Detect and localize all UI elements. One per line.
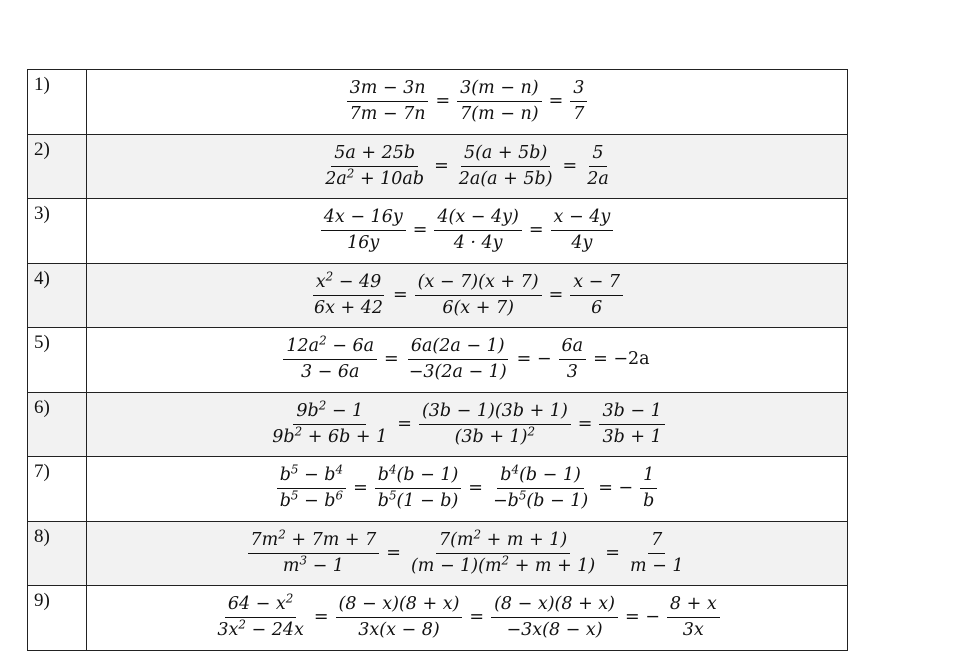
fraction: [415, 272, 542, 319]
row-number: 2): [28, 134, 87, 199]
equation: [347, 78, 588, 125]
numerator: $b^5 - b^4$: [277, 465, 346, 489]
numerator: 3(m − n): [457, 78, 541, 102]
fraction: [214, 591, 307, 641]
denominator: −3x(8 − x): [506, 620, 603, 641]
equation: [283, 333, 650, 383]
operator: =: [313, 607, 329, 628]
table-body: [28, 70, 848, 651]
denominator: 7(m − n): [460, 104, 539, 125]
equation-cell: [87, 392, 848, 457]
operator: =: [435, 91, 451, 112]
table-row: [28, 586, 848, 651]
numerator: $b^4(b - 1)$: [375, 465, 462, 489]
numerator: 8 + x: [667, 594, 720, 618]
table-row: [28, 134, 848, 199]
denominator: $-b^5(b - 1)$: [492, 488, 589, 512]
fraction: [570, 272, 623, 319]
denominator: 2a(a + 5b): [458, 168, 553, 189]
equation: [214, 591, 719, 641]
row-number: 3): [28, 199, 87, 264]
equation-cell: [87, 521, 848, 586]
equation-cell: [87, 263, 848, 328]
fraction: [283, 333, 377, 383]
denominator: m − 1: [629, 555, 684, 576]
table-row: [28, 199, 848, 264]
fraction: [419, 401, 571, 448]
denominator: −3(2a − 1): [408, 362, 507, 383]
equation: [322, 143, 612, 190]
operator: =: [468, 478, 483, 499]
numerator: 5(a + 5b): [461, 143, 550, 167]
fraction: [456, 143, 556, 190]
denominator: b: [643, 491, 655, 512]
numerator: 6a(2a − 1): [408, 336, 508, 360]
denominator: 3b + 1: [602, 426, 662, 447]
row-number: 6): [28, 392, 87, 457]
operator: =: [577, 413, 593, 434]
equation: [277, 462, 658, 512]
numerator: (8 − x)(8 + x): [336, 594, 463, 618]
fraction: [269, 398, 390, 448]
equation: [248, 527, 687, 577]
denominator: 16y: [347, 233, 380, 254]
fraction: [406, 336, 510, 383]
operator: =: [528, 220, 544, 241]
fraction: [322, 143, 427, 190]
denominator: 3 − 6a: [300, 362, 360, 383]
numerator: $x^2 - 49$: [313, 272, 385, 296]
operator: =: [605, 542, 620, 563]
table-row: [28, 263, 848, 328]
numerator: $12a^2 - 6a$: [283, 336, 377, 360]
row-number: 8): [28, 521, 87, 586]
fraction: [599, 401, 664, 448]
operator: =: [393, 284, 408, 305]
numerator: $64 - x^2$: [225, 594, 297, 618]
fraction: [551, 207, 614, 254]
operator: =: [434, 155, 449, 176]
numerator: x − 4y: [551, 207, 614, 231]
numerator: (3b − 1)(3b + 1): [419, 401, 571, 425]
equation-cell: [87, 586, 848, 651]
denominator: $2a^2 + 10ab$: [325, 166, 425, 189]
numerator: $9b^2 - 1$: [293, 401, 366, 425]
denominator: 3x: [682, 620, 704, 641]
fraction: [434, 207, 521, 254]
operator: =: [384, 349, 399, 370]
operator: =: [548, 284, 564, 305]
fraction: [667, 594, 720, 641]
table-row: [28, 392, 848, 457]
numerator: 4(x − 4y): [434, 207, 521, 231]
row-number: 9): [28, 586, 87, 651]
operator: = −: [598, 478, 634, 499]
table-row: [28, 521, 848, 586]
table-row: [28, 457, 848, 522]
row-number: 5): [28, 328, 87, 393]
operator: =: [353, 478, 368, 499]
row-number: 4): [28, 263, 87, 328]
numerator: 3b − 1: [599, 401, 664, 425]
operator: =: [412, 220, 428, 241]
operator: =: [397, 413, 412, 434]
denominator: $b^5(1 - b)$: [377, 488, 459, 512]
denominator: 6x + 42: [313, 297, 383, 318]
operator: =: [562, 155, 578, 176]
operator: =: [548, 91, 564, 112]
row-number: 1): [28, 70, 87, 135]
fraction: [559, 336, 587, 383]
fraction: [640, 465, 657, 512]
fraction: [321, 207, 406, 254]
equation: [269, 398, 664, 448]
numerator: $7(m^2 + m + 1)$: [436, 530, 570, 554]
denominator: $(m - 1)(m^2 + m + 1)$: [410, 553, 596, 576]
denominator: 6: [591, 297, 603, 318]
numerator: 6a: [559, 336, 587, 360]
equation-cell: [87, 199, 848, 264]
fraction: [277, 462, 346, 512]
denominator: 7m − 7n: [349, 104, 426, 125]
table-row: [28, 70, 848, 135]
numerator: $7m^2 + 7m + 7$: [248, 530, 380, 554]
numerator: (x − 7)(x + 7): [415, 272, 542, 296]
fraction: [570, 78, 587, 125]
fraction: [347, 78, 429, 125]
equation-cell: [87, 134, 848, 199]
denominator: 3x(x − 8): [358, 620, 440, 641]
denominator: 3: [566, 362, 578, 383]
operator: =: [469, 607, 485, 628]
operator: = −2a: [593, 349, 650, 370]
numerator: 4x − 16y: [321, 207, 406, 231]
fraction: [375, 462, 462, 512]
row-number: 7): [28, 457, 87, 522]
numerator: (8 − x)(8 + x): [491, 594, 618, 618]
simplification-table: [27, 69, 848, 651]
equation: [321, 207, 613, 254]
numerator: 5a + 25b: [331, 143, 418, 167]
operator: =: [386, 542, 401, 563]
numerator: 3: [570, 78, 587, 102]
denominator: $(3b + 1)^2$: [454, 424, 536, 447]
equation: [311, 269, 623, 319]
fraction: [248, 527, 380, 577]
denominator: 2a: [587, 168, 609, 189]
fraction: [457, 78, 541, 125]
fraction: [408, 527, 598, 577]
numerator: 7: [648, 530, 665, 554]
operator: = −: [625, 607, 660, 628]
numerator: $b^4(b - 1)$: [497, 465, 584, 489]
numerator: 1: [640, 465, 657, 489]
denominator: 7: [573, 104, 585, 125]
denominator: 6(x + 7): [442, 297, 514, 318]
fraction: [311, 269, 386, 319]
equation-cell: [87, 70, 848, 135]
denominator: $b^5 - b^6$: [279, 488, 344, 512]
numerator: 5: [589, 143, 606, 167]
fraction: [627, 530, 687, 577]
fraction: [584, 143, 612, 190]
denominator: 4 · 4y: [453, 233, 503, 254]
numerator: x − 7: [570, 272, 623, 296]
denominator: 4y: [571, 233, 593, 254]
table-row: [28, 328, 848, 393]
fraction: [336, 594, 463, 641]
denominator: $9b^2 + 6b + 1$: [272, 424, 388, 447]
equation-cell: [87, 457, 848, 522]
equation-cell: [87, 328, 848, 393]
fraction: [491, 594, 618, 641]
operator: = −: [516, 349, 552, 370]
denominator: $m^3 - 1$: [282, 553, 344, 576]
numerator: 3m − 3n: [347, 78, 429, 102]
fraction: [490, 462, 591, 512]
denominator: $3x^2 - 24x$: [217, 617, 304, 641]
